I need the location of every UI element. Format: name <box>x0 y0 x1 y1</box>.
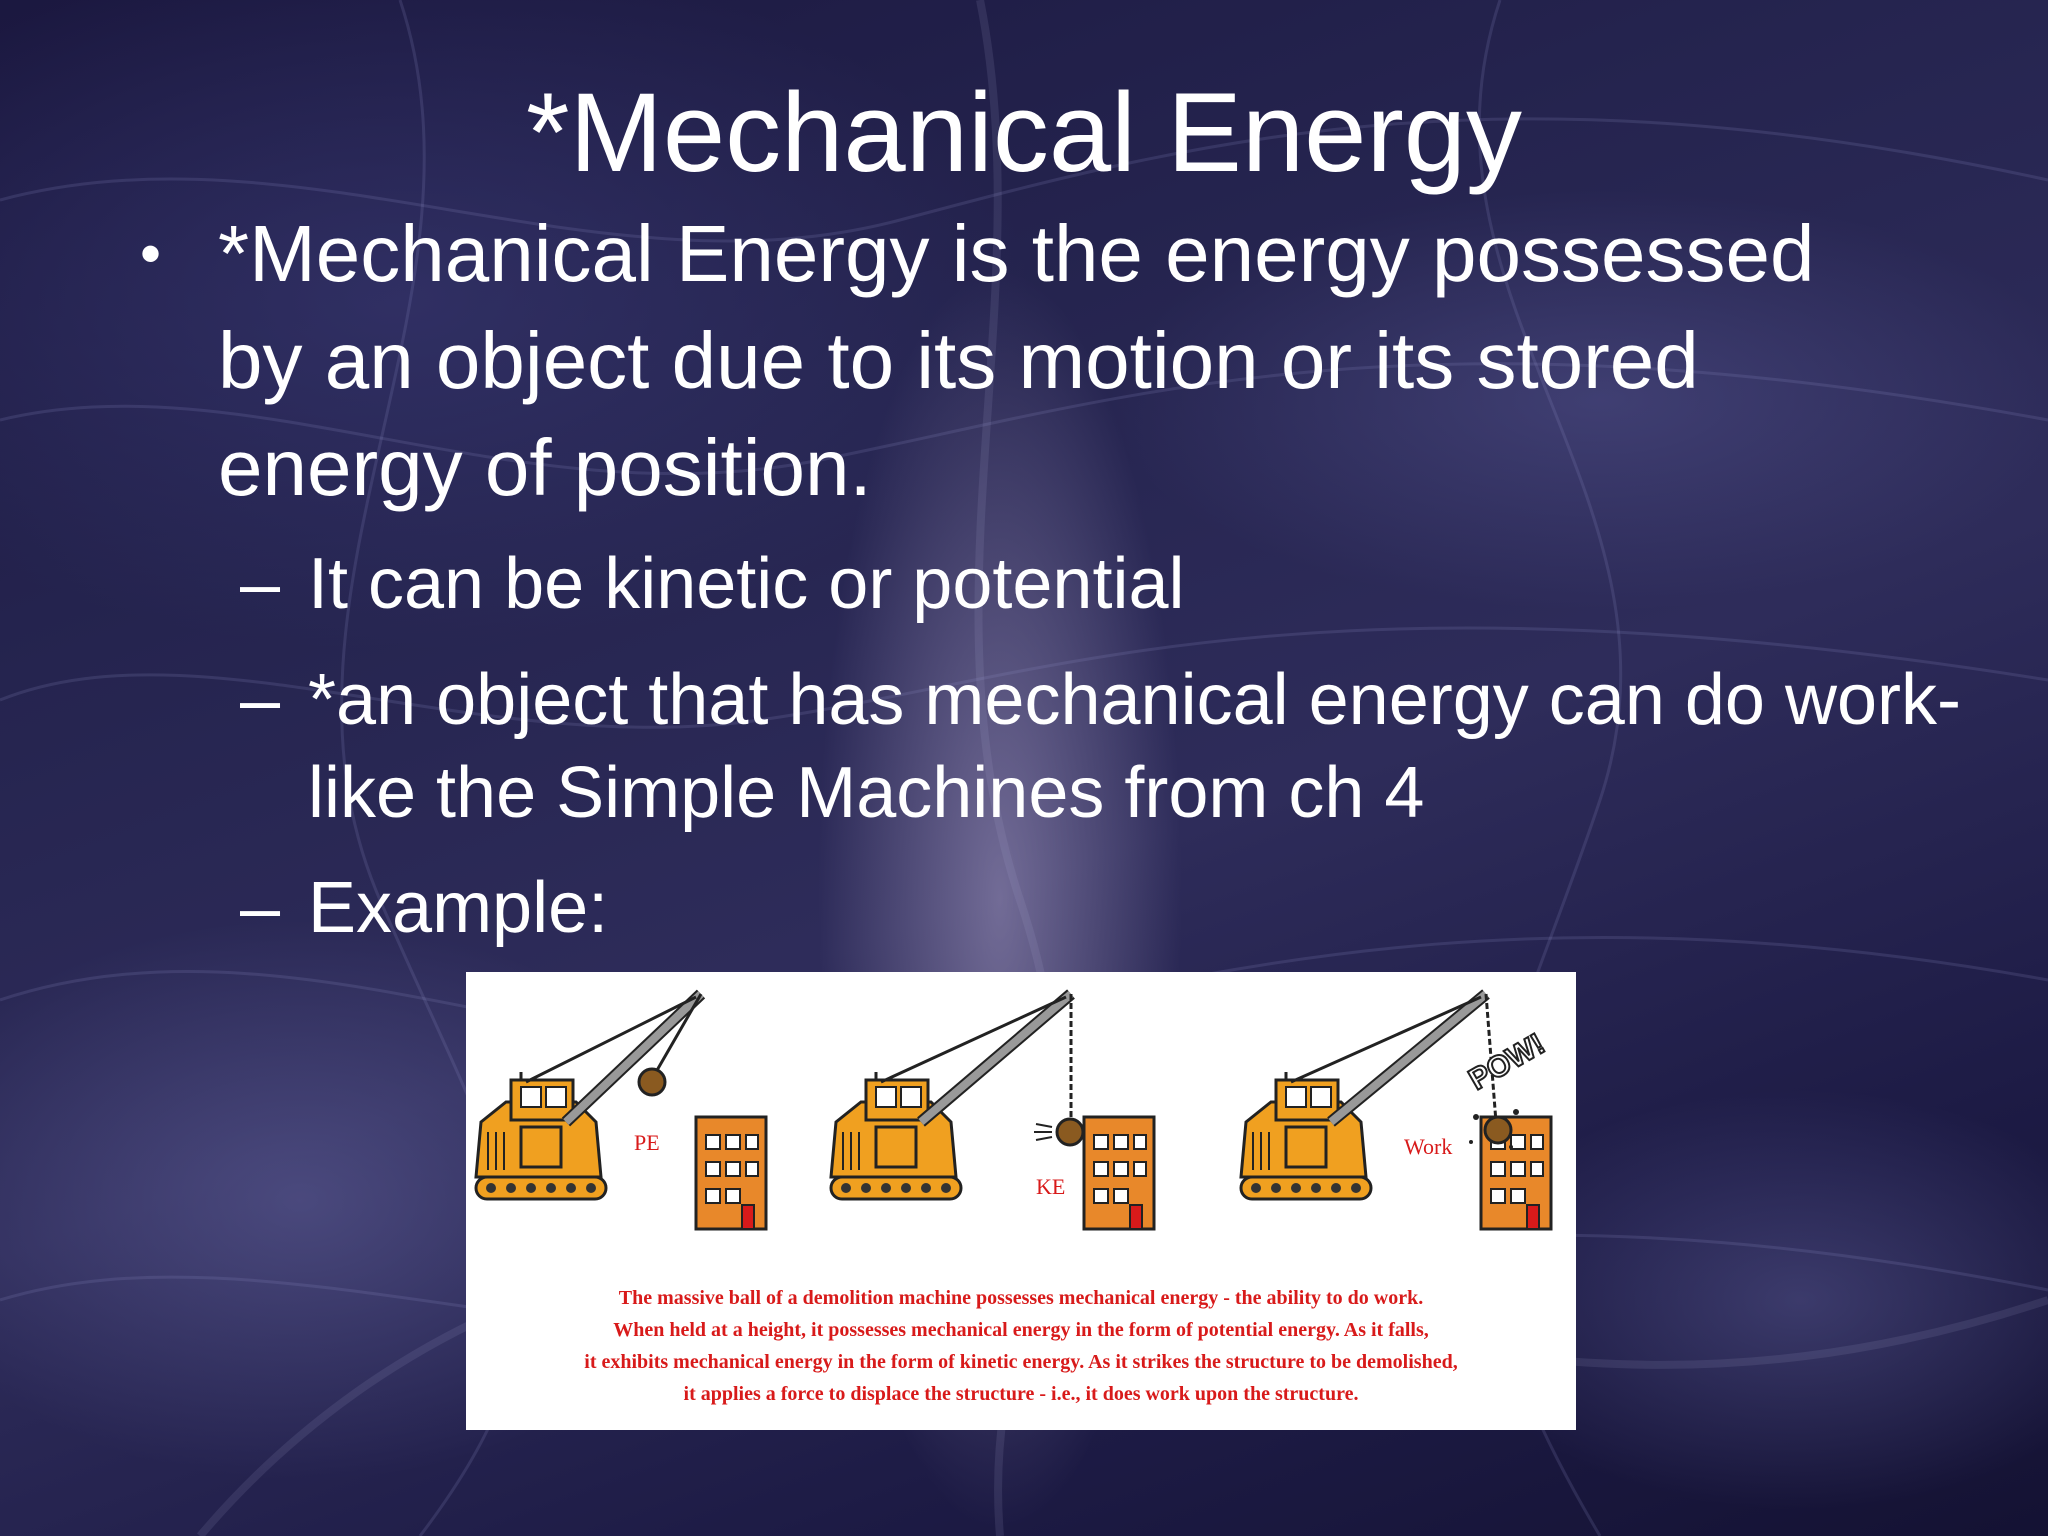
work-label: Work <box>1404 1134 1453 1159</box>
pow-label: POW! <box>1463 1027 1551 1097</box>
figure-caption <box>466 1282 1576 1410</box>
caption-line: it applies a force to displace the structure - i.e., it does work upon the structure. <box>683 1383 1359 1405</box>
demolition-crane-illustration <box>466 972 1576 1430</box>
main-bullet-text: *Mechanical Energy is the energy possessed by an object due to its motion or its stored energy of position. <box>218 209 1815 512</box>
bullet-marker: • <box>140 220 162 287</box>
ke-label: KE <box>1036 1174 1066 1199</box>
caption-line: The massive ball of a demolition machine possesses mechanical energy - the ability to do work. <box>618 1287 1424 1309</box>
crane-panel-work <box>1241 994 1551 1229</box>
sub-bullet-text: Example: <box>308 868 609 948</box>
slide-title: *Mechanical Energy <box>525 70 1523 195</box>
sub-bullet-marker: – <box>240 544 281 624</box>
crane-sequence-diagram <box>466 972 1576 1272</box>
sub-bullet-marker: – <box>240 660 281 740</box>
sub-bullet-marker: – <box>240 868 281 948</box>
caption-line: When held at a height, it possesses mechanical energy in the form of potential energy. As it falls, <box>613 1319 1429 1341</box>
crane-panel-kinetic <box>831 994 1154 1229</box>
sub-bullet-text: *an object that has mechanical energy can do work- like the Simple Machines from ch 4 <box>308 660 1961 833</box>
sub-bullet-text: It can be kinetic or potential <box>308 544 1185 624</box>
crane-panel-potential <box>476 994 766 1229</box>
pe-label: PE <box>634 1130 660 1155</box>
caption-line: it exhibits mechanical energy in the form of kinetic energy. As it strikes the structure to be demolished, <box>584 1351 1458 1373</box>
